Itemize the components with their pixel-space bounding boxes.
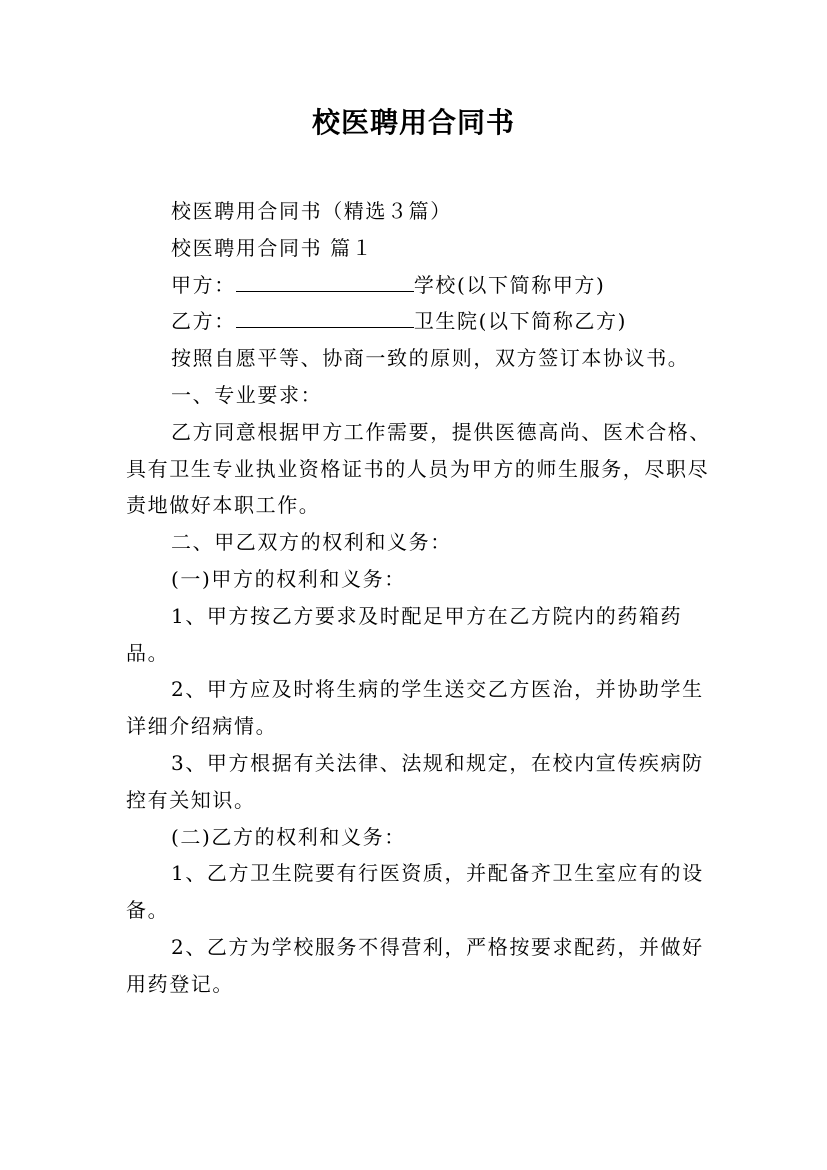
section2-heading: 二、甲乙双方的权利和义务： bbox=[171, 530, 452, 555]
part-heading: 校医聘用合同书 篇１ bbox=[171, 235, 374, 260]
sub2-heading: (二)乙方的权利和义务： bbox=[171, 824, 406, 849]
subtitle-line: 校医聘用合同书（精选３篇） bbox=[171, 199, 452, 223]
sub1-heading: (一)甲方的权利和义务： bbox=[171, 566, 406, 591]
party-a-suffix: 学校(以下简称甲方) bbox=[413, 272, 606, 297]
party-a-label: 甲方： bbox=[171, 272, 236, 297]
party-a-item-2: 2、甲方应及时将生病的学生送交乙方医治，并协助学生详细介绍病情。 bbox=[126, 677, 704, 739]
party-b-suffix: 卫生院(以下简称乙方) bbox=[413, 309, 628, 334]
party-b-label: 乙方： bbox=[171, 309, 236, 334]
intro-paragraph: 按照自愿平等、协商一致的原则，双方签订本协议书。 bbox=[171, 346, 690, 371]
party-b-line bbox=[126, 303, 716, 340]
party-b-blank bbox=[236, 309, 414, 328]
party-a-item-3: 3、甲方根据有关法律、法规和规定，在校内宣传疾病防控有关知识。 bbox=[126, 750, 704, 812]
section1-heading: 一、专业要求： bbox=[171, 382, 323, 407]
party-a-item-1: 1、甲方按乙方要求及时配足甲方在乙方院内的药箱药品。 bbox=[126, 603, 683, 665]
party-a-line bbox=[126, 267, 716, 304]
section1-body: 乙方同意根据甲方工作需要，提供医德高尚、医术合格、具有卫生专业执业资格证书的人员为甲方的师生服务，尽职尽责地做好本职工作。 bbox=[126, 419, 711, 518]
party-b-item-1: 1、乙方卫生院要有行医资质，并配备齐卫生室应有的设备。 bbox=[126, 861, 704, 923]
document-title: 校医聘用合同书 bbox=[311, 106, 515, 139]
document-body bbox=[126, 193, 716, 1003]
party-b-item-2: 2、乙方为学校服务不得营利，严格按要求配药，并做好用药登记。 bbox=[126, 934, 704, 996]
party-a-blank bbox=[236, 273, 414, 292]
